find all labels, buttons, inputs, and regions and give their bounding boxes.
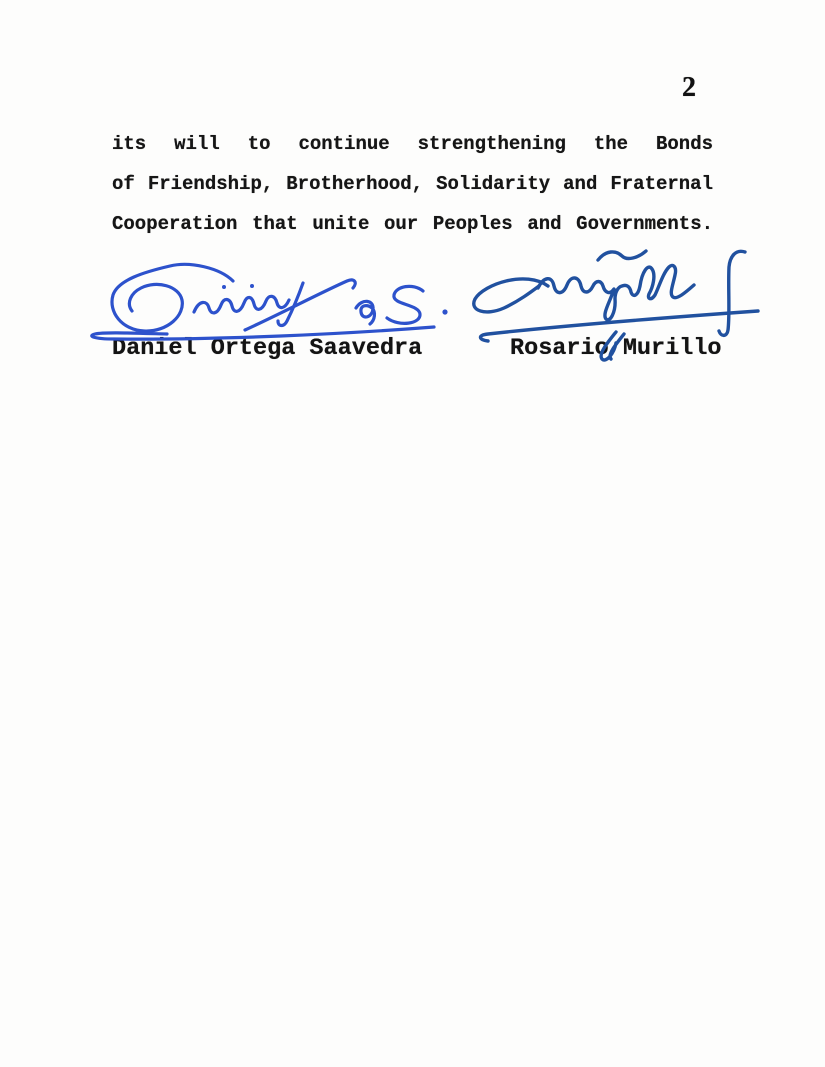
daniel-ortega-signature xyxy=(82,254,450,348)
signature-ink-dot xyxy=(250,284,254,288)
signature-underline xyxy=(92,327,434,339)
signature-tilde-stroke xyxy=(598,251,646,260)
signatory-name-daniel-ortega: Daniel Ortega Saavedra xyxy=(112,335,423,362)
signature-ink-group xyxy=(474,251,758,360)
signature-stroke-segment xyxy=(356,301,374,324)
paragraph-line: of Friendship, Brotherhood, Solidarity and Fraternal xyxy=(112,173,713,195)
signature-ink-group xyxy=(92,264,448,339)
signature-stroke-segment xyxy=(719,251,745,335)
signature-ink-dot xyxy=(442,309,447,314)
signature-stroke-segment xyxy=(474,279,548,312)
signatory-name-rosario-murillo: Rosario Murillo xyxy=(510,335,722,362)
rosario-murillo-signature xyxy=(452,242,767,367)
paragraph-line: its will to continue strengthening the Bonds xyxy=(112,133,713,155)
signature-stroke-segment xyxy=(112,264,233,331)
signature-ink-dot xyxy=(222,285,226,289)
signature-stroke-segment xyxy=(194,296,289,313)
signature-stroke-segment xyxy=(387,286,423,323)
signature-underline xyxy=(480,311,758,341)
page-number: 2 xyxy=(682,72,696,103)
signature-stroke-segment xyxy=(538,265,694,319)
signature-flourish-through-name xyxy=(601,332,624,360)
paragraph-line: Cooperation that unite our Peoples and Governments. xyxy=(112,213,713,235)
body-paragraph xyxy=(112,124,713,244)
